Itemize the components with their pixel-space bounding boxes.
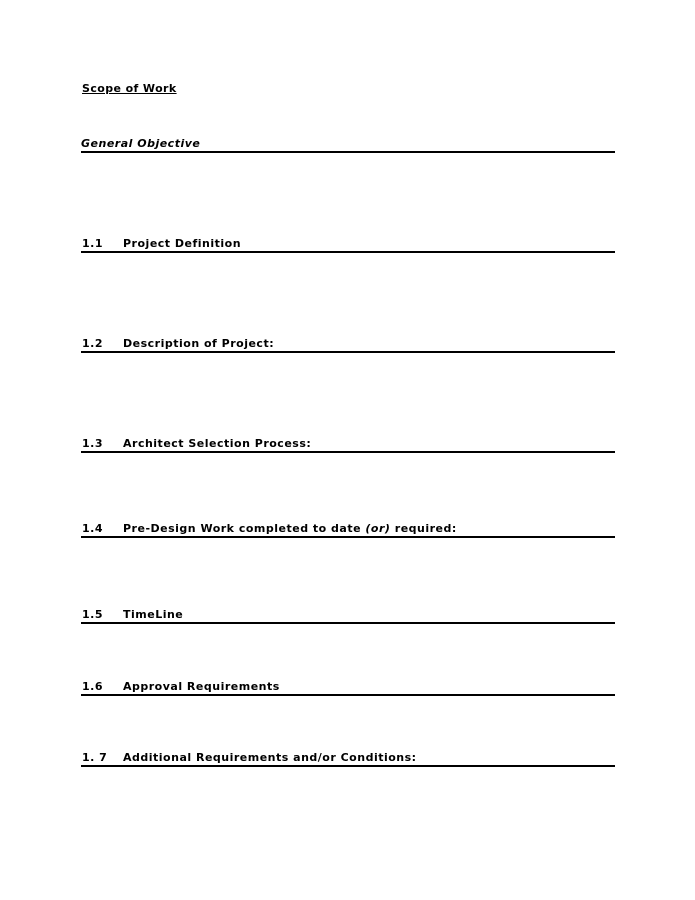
general-objective-heading: [81, 137, 615, 153]
section-label-end: required:: [390, 522, 457, 535]
section-label: Architect Selection Process:: [123, 437, 312, 450]
section-number: 1.4: [82, 522, 103, 535]
section-1-6-heading: [81, 680, 615, 696]
document-title: Scope of Work: [82, 82, 177, 95]
section-label: Approval Requirements: [123, 680, 280, 693]
section-1-5-heading: [81, 608, 615, 624]
section-1-3-heading: [81, 437, 615, 453]
section-number: 1.1: [82, 237, 103, 250]
section-number: 1.3: [82, 437, 103, 450]
section-1-1-heading: [81, 237, 615, 253]
section-number: 1.6: [82, 680, 103, 693]
section-1-7-heading: [81, 751, 615, 767]
section-label: TimeLine: [123, 608, 184, 621]
section-number: 1. 7: [82, 751, 108, 764]
section-label-italic: (or): [365, 522, 391, 535]
section-label: Description of Project:: [123, 337, 275, 350]
section-number: 1.2: [82, 337, 103, 350]
section-label: Pre-Design Work completed to date: [123, 522, 366, 535]
heading-label: General Objective: [81, 137, 201, 150]
section-label: Additional Requirements and/or Conditions:: [123, 751, 417, 764]
section-1-2-heading: [81, 337, 615, 353]
section-label: Project Definition: [123, 237, 242, 250]
section-1-4-heading: [81, 522, 615, 538]
section-number: 1.5: [82, 608, 103, 621]
